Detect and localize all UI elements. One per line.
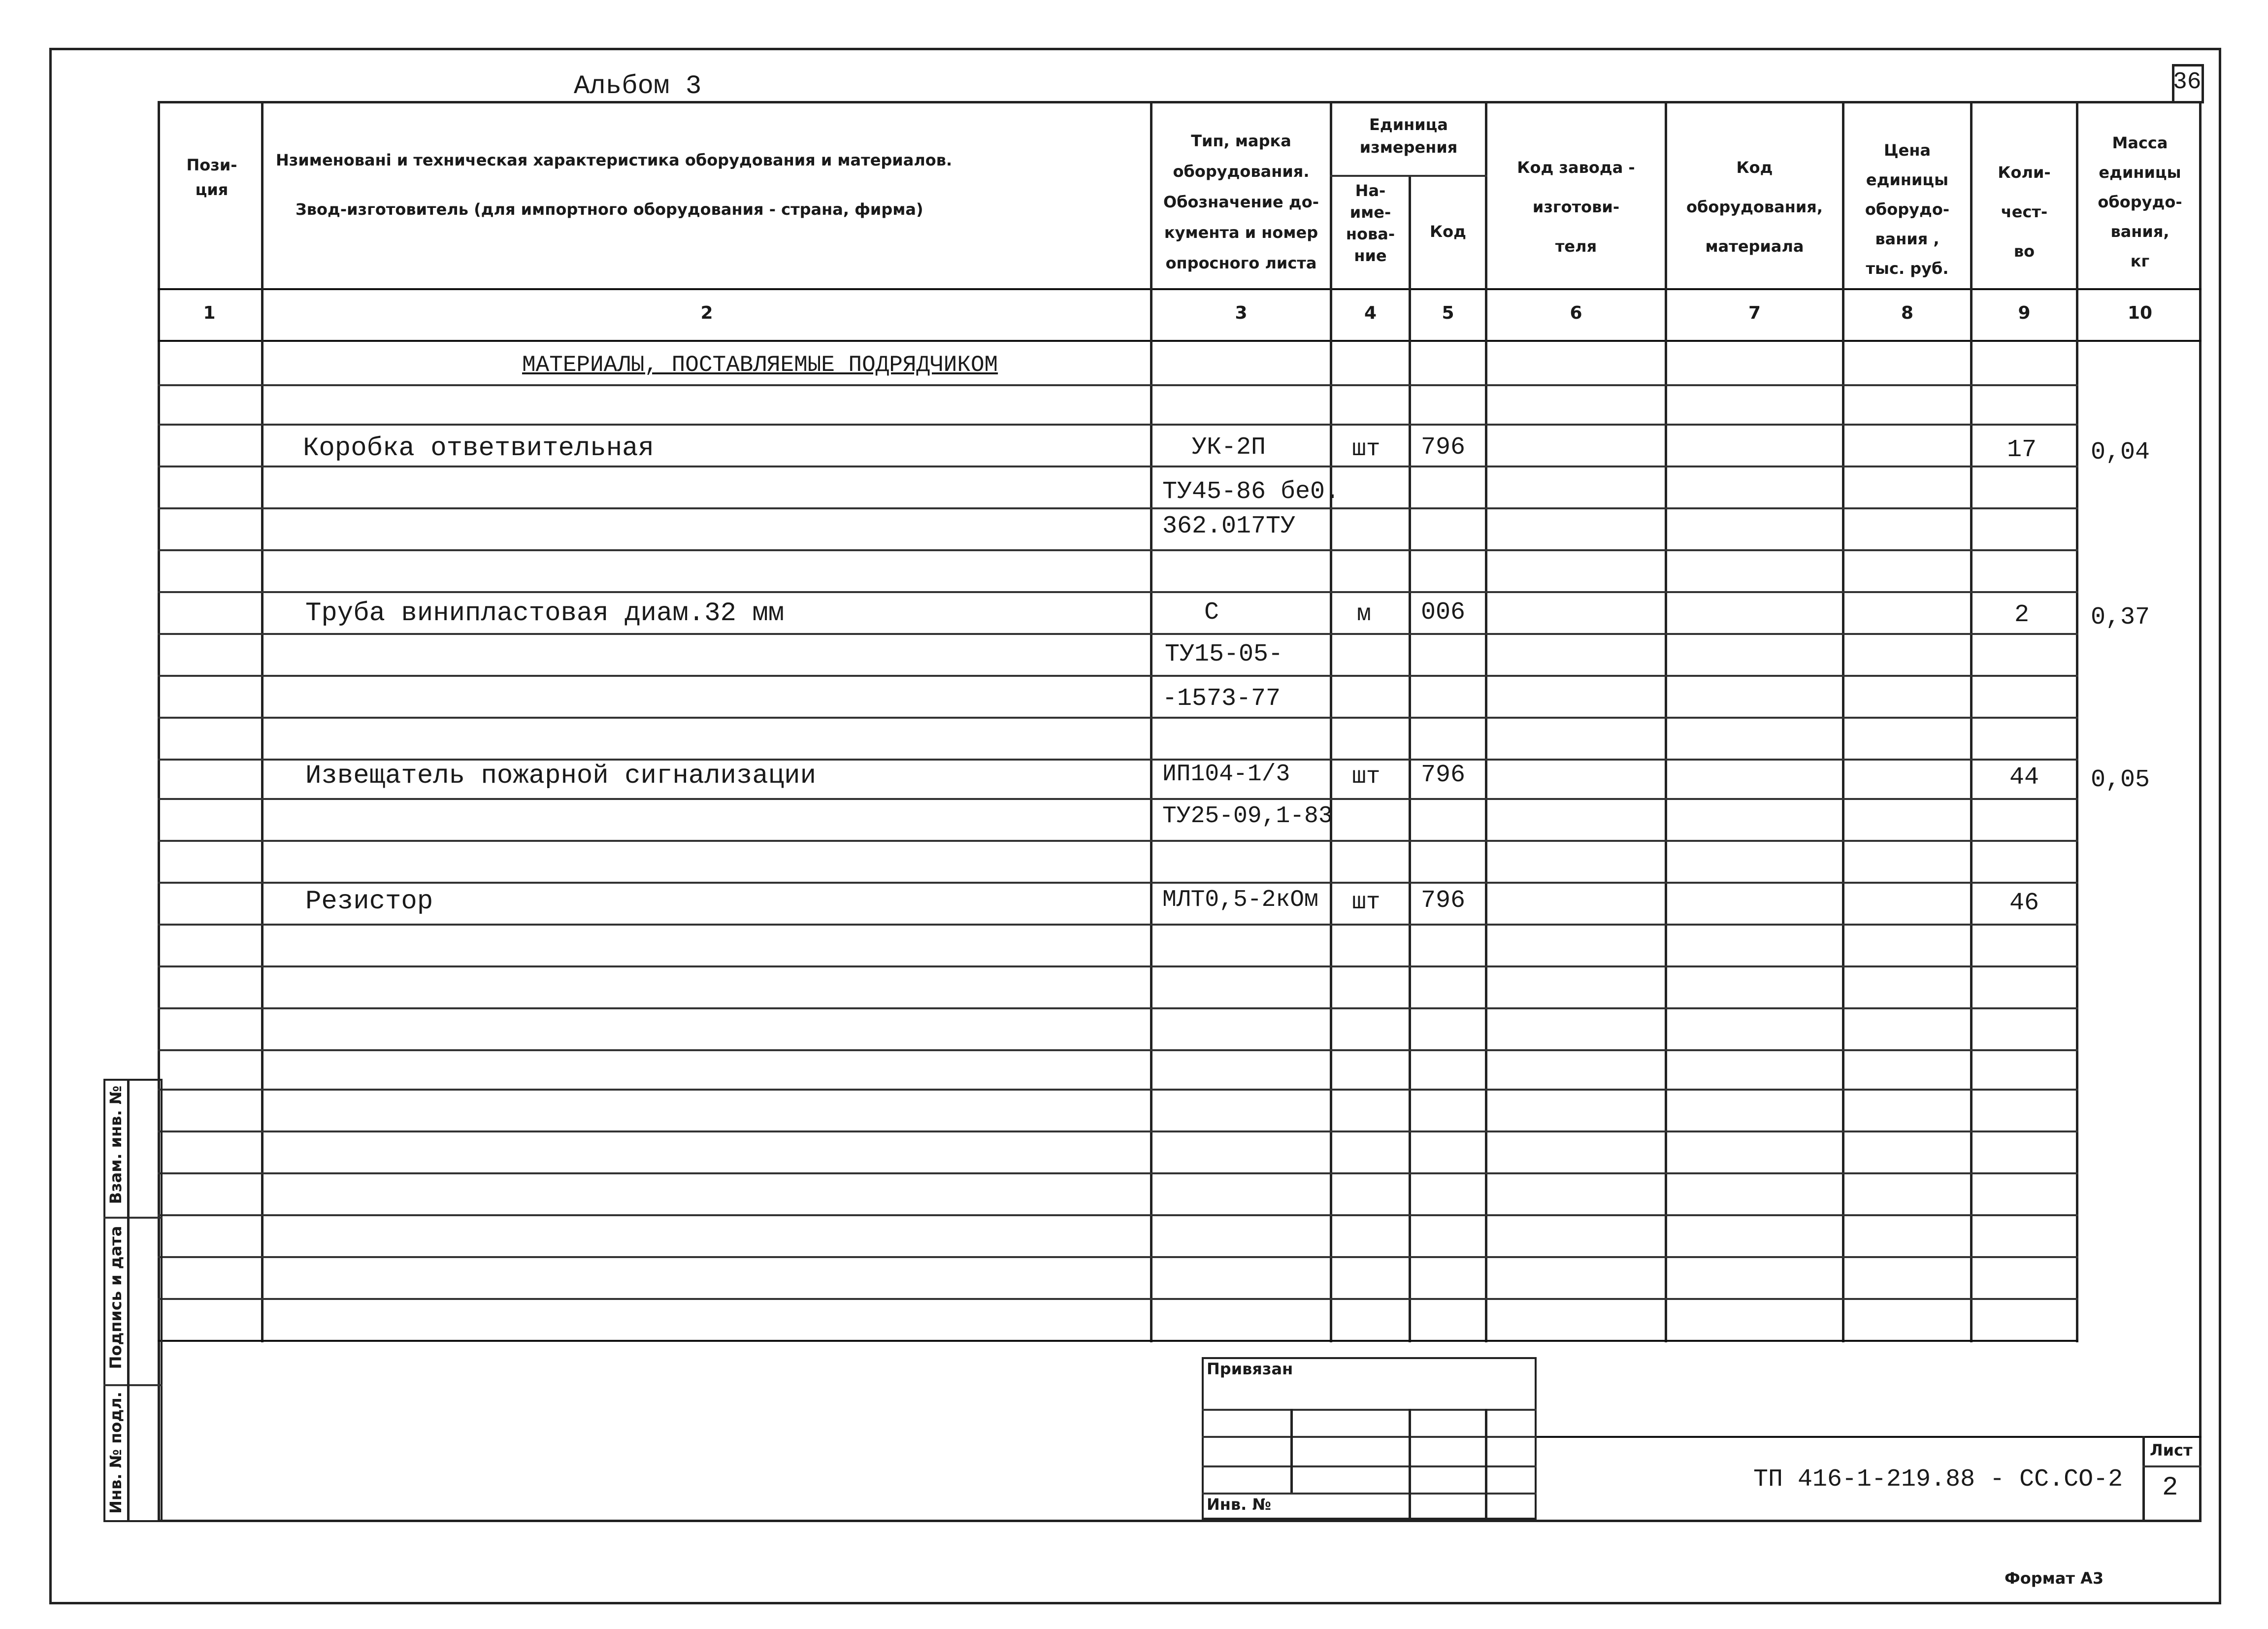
sheet-number: 2 <box>2162 1473 2178 1503</box>
table-row-line <box>158 384 2078 386</box>
stamp-privyazan: Привязан <box>1207 1360 1293 1378</box>
item-name: Труба винипластовая диам.32 мм <box>305 598 785 629</box>
table-row-line <box>158 1089 2078 1091</box>
table-row-line <box>158 1007 2078 1009</box>
header-equip-code: Код оборудования, материала <box>1686 158 1823 256</box>
col-line-5 <box>1485 101 1487 1342</box>
table-row-line <box>158 798 2078 800</box>
table-row-line <box>158 465 2078 467</box>
item-mass: 0,37 <box>2091 603 2150 632</box>
table-row-line <box>158 882 2078 884</box>
colnum-9: 9 <box>2018 303 2031 323</box>
item-name: Резистор <box>305 887 433 917</box>
table-row-line <box>158 759 2078 761</box>
document-code: ТП 416-1-219.88 - СС.СО-2 <box>1753 1465 2123 1494</box>
table-row-line <box>158 675 2078 677</box>
item-type: ИП104-1/3 <box>1162 761 1290 788</box>
item-name: Извещатель пожарной сигнализации <box>305 761 816 791</box>
col-line-8 <box>1970 101 1972 1342</box>
table-row-line <box>158 1130 2078 1132</box>
item-doc: ТУ45-86 бе0. <box>1162 478 1340 506</box>
col-line-3 <box>1330 101 1332 1342</box>
colnum-2: 2 <box>700 303 713 323</box>
side-podpis: Подпись и дата <box>106 1226 125 1369</box>
section-title: МАТЕРИАЛЫ, ПОСТАВЛЯЕМЫЕ ПОДРЯДЧИКОМ <box>522 352 998 378</box>
unit-subheader-line <box>1330 175 1487 177</box>
sheet-box-divider <box>2142 1465 2202 1467</box>
table-row-line <box>158 717 2078 719</box>
item-name: Коробка ответвительная <box>303 433 654 464</box>
album-title: Альбом 3 <box>574 71 702 101</box>
table-row-line <box>158 633 2078 635</box>
stamp-vline <box>1290 1409 1293 1493</box>
header-bottom-line <box>158 288 2202 290</box>
item-unit: шт <box>1352 764 1381 790</box>
colnum-1: 1 <box>203 303 216 323</box>
item-doc: ТУ25-09,1-83 <box>1162 803 1333 830</box>
header-name-line1: Нзименовані и техническая характеристика оборудования и материалов. <box>276 151 953 169</box>
col-line-9 <box>2076 101 2078 1342</box>
header-type: Тип, марка оборудования. Обозначение до- кумента и номер опросного листа <box>1163 132 1319 272</box>
item-qty: 2 <box>2014 601 2030 629</box>
table-row-line <box>158 1256 2078 1258</box>
item-code: 796 <box>1421 761 1466 789</box>
colnum-8: 8 <box>1901 303 1914 323</box>
colnum-7: 7 <box>1748 303 1761 323</box>
colnum-3: 3 <box>1235 303 1248 323</box>
header-name-line2: Звод-изготовитель (для импортного оборудования - страна, фирма) <box>296 200 923 219</box>
col-line-2 <box>1150 101 1152 1342</box>
side-vline <box>127 1079 130 1522</box>
header-quantity: Коли- чест- во <box>1998 163 2051 261</box>
table-row-line <box>158 1049 2078 1051</box>
table-row-line <box>158 591 2078 593</box>
table-row-line <box>158 840 2078 842</box>
colnum-5: 5 <box>1442 303 1454 323</box>
item-code: 006 <box>1421 598 1466 627</box>
side-vzam: Взам. инв. № <box>106 1085 125 1204</box>
col-line-1 <box>261 101 263 1342</box>
colnum-bottom-line <box>158 340 2202 342</box>
side-inv-podl: Инв. № подл. <box>106 1392 125 1514</box>
table-row-line <box>158 549 2078 551</box>
item-unit: шт <box>1352 889 1381 916</box>
table-row-line <box>158 965 2078 967</box>
doc-code-top-line <box>1537 1436 2202 1438</box>
header-price: Цена единицы оборудо- вания , тыс. руб. <box>1865 141 1950 278</box>
item-qty: 17 <box>2007 436 2037 464</box>
col-line-7 <box>1842 101 1844 1342</box>
header-plant-code: Код завода - изготови- теля <box>1517 158 1635 256</box>
side-divider <box>103 1217 163 1219</box>
item-qty: 44 <box>2009 764 2039 792</box>
colnum-6: 6 <box>1570 303 1582 323</box>
item-doc: -1573-77 <box>1162 685 1281 713</box>
table-row-line <box>158 1172 2078 1174</box>
item-doc: 362.017ТУ <box>1162 512 1296 540</box>
table-row-line <box>158 507 2078 509</box>
item-mass: 0,05 <box>2091 766 2150 794</box>
table-bottom-line <box>158 1340 2078 1342</box>
stamp-vline <box>1485 1409 1487 1520</box>
table-row-line <box>158 1214 2078 1216</box>
page-number-top: 36 <box>2173 69 2202 96</box>
item-code: 796 <box>1421 433 1466 462</box>
item-mass: 0,04 <box>2091 438 2150 466</box>
sheet-label: Лист <box>2150 1441 2193 1460</box>
sheet-box-line <box>2142 1436 2145 1522</box>
header-mass: Масса единицы оборудо- вания, кг <box>2098 133 2182 270</box>
item-unit: м <box>1357 601 1371 628</box>
header-unit-name: На- име- нова- ние <box>1346 181 1395 265</box>
col-line-6 <box>1665 101 1667 1342</box>
header-position: Пози- ция <box>186 156 237 199</box>
colnum-4: 4 <box>1364 303 1377 323</box>
item-type: УК-2П <box>1192 433 1266 462</box>
item-unit: шт <box>1352 436 1381 463</box>
item-type: МЛТ0,5-2кОм <box>1162 887 1318 913</box>
item-qty: 46 <box>2009 889 2039 917</box>
stamp-vline <box>1409 1409 1411 1520</box>
header-unit-code: Код <box>1430 222 1466 241</box>
colnum-10: 10 <box>2127 303 2153 323</box>
item-doc: ТУ15-05- <box>1165 640 1283 668</box>
table-row-line <box>158 924 2078 926</box>
header-unit: Единица измерения <box>1359 115 1458 157</box>
table-row-line <box>158 424 2078 426</box>
format-label: Формат А3 <box>2005 1569 2104 1588</box>
stamp-inv-no: Инв. № <box>1207 1495 1271 1514</box>
item-type: С <box>1204 598 1219 627</box>
item-code: 796 <box>1421 887 1466 915</box>
table-row-line <box>158 1298 2078 1300</box>
